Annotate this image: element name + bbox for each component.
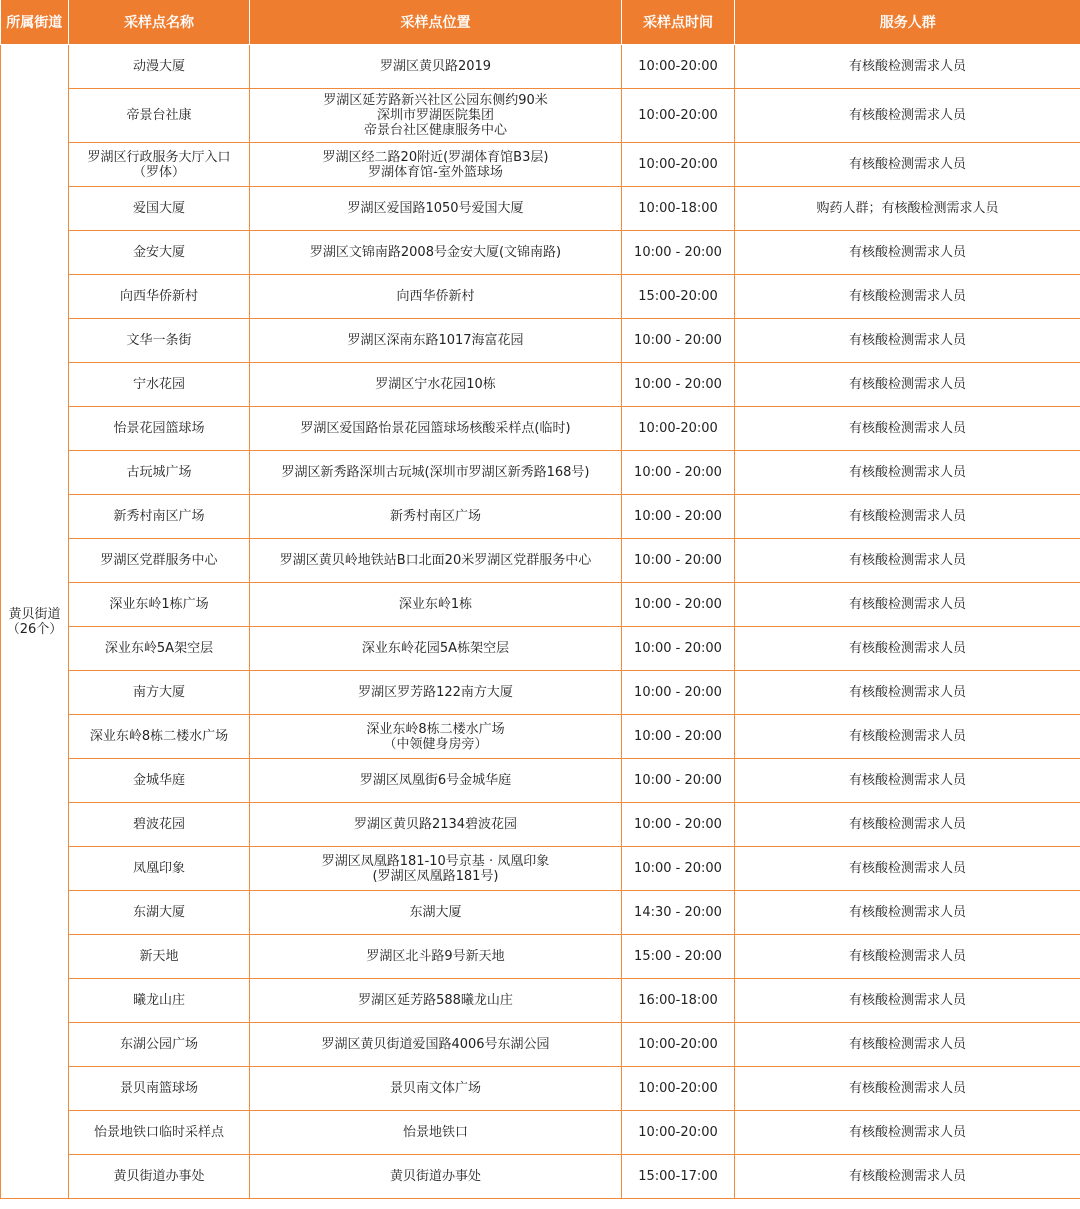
header-street: 所属街道 — [1, 0, 69, 45]
table-row — [1, 715, 1080, 759]
site-time-cell: 10:00-18:00 — [622, 187, 735, 231]
site-name-cell — [69, 803, 250, 847]
service-group-cell: 有核酸检测需求人员 — [735, 143, 1080, 187]
site-name-line: 罗湖区党群服务中心 — [100, 553, 218, 568]
site-time-cell: 16:00-18:00 — [622, 979, 735, 1023]
site-name-cell — [69, 1155, 250, 1199]
table-row — [1, 539, 1080, 583]
table-row — [1, 187, 1080, 231]
site-location-cell — [250, 715, 622, 759]
site-location-line: 罗湖体育馆-室外篮球场 — [368, 164, 503, 180]
table-row — [1, 143, 1080, 187]
service-group-cell: 有核酸检测需求人员 — [735, 891, 1080, 935]
site-location-cell — [250, 935, 622, 979]
service-group-cell: 有核酸检测需求人员 — [735, 539, 1080, 583]
site-name-line: 爱国大厦 — [132, 201, 185, 216]
site-time-cell: 15:00 - 20:00 — [622, 935, 735, 979]
site-name-cell — [69, 1111, 250, 1155]
site-name-line: 黄贝街道办事处 — [113, 1169, 205, 1184]
header-site-time: 采样点时间 — [622, 0, 735, 45]
table-row — [1, 847, 1080, 891]
header-row — [1, 0, 1080, 45]
site-location-line: 罗湖区黄贝路2134碧波花园 — [353, 817, 518, 832]
site-name-line: 东湖公园广场 — [119, 1037, 198, 1052]
site-location-cell — [250, 187, 622, 231]
service-group-cell: 有核酸检测需求人员 — [735, 979, 1080, 1023]
site-location-line: 东湖大厦 — [409, 905, 462, 920]
service-group-cell: 有核酸检测需求人员 — [735, 671, 1080, 715]
street-name: 黄贝街道 — [8, 606, 61, 622]
site-name-line: 文华一条街 — [126, 333, 192, 348]
site-location-cell — [250, 1111, 622, 1155]
site-name-cell — [69, 583, 250, 627]
header-site-location: 采样点位置 — [250, 0, 622, 45]
site-location-line: 罗湖区文锦南路2008号金安大厦(文锦南路) — [309, 245, 562, 260]
site-time-cell: 10:00-20:00 — [622, 1111, 735, 1155]
site-name-line: 深业东岭8栋二楼水广场 — [89, 729, 229, 744]
site-name-line: 金城华庭 — [132, 773, 185, 788]
table-row — [1, 979, 1080, 1023]
service-group-cell: 有核酸检测需求人员 — [735, 495, 1080, 539]
site-location-line: 新秀村南区广场 — [389, 509, 481, 524]
site-location-line: 罗湖区爱国路1050号爱国大厦 — [347, 201, 524, 216]
site-location-line: 黄贝街道办事处 — [389, 1169, 481, 1184]
table-row — [1, 275, 1080, 319]
site-location-cell — [250, 891, 622, 935]
service-group-cell: 有核酸检测需求人员 — [735, 275, 1080, 319]
site-name-line: 深业东岭1栋广场 — [109, 597, 209, 612]
site-name-cell — [69, 979, 250, 1023]
site-location-cell — [250, 407, 622, 451]
site-location-cell — [250, 539, 622, 583]
site-location-line: （中领健身房旁） — [383, 736, 488, 752]
site-location-cell — [250, 143, 622, 187]
site-location-line: 景贝南文体广场 — [389, 1081, 481, 1096]
site-location-line: 向西华侨新村 — [396, 289, 475, 304]
site-location-cell — [250, 1155, 622, 1199]
site-name-line: 景贝南篮球场 — [119, 1081, 198, 1096]
service-group-cell: 有核酸检测需求人员 — [735, 583, 1080, 627]
site-name-line: 金安大厦 — [132, 245, 185, 260]
table-row — [1, 495, 1080, 539]
site-location-line: 罗湖区深南东路1017海富花园 — [347, 333, 524, 348]
site-location-line: 罗湖区罗芳路122南方大厦 — [358, 685, 513, 700]
site-name-cell — [69, 407, 250, 451]
site-location-line: 罗湖区延芳路新兴社区公园东侧约90米 — [323, 93, 548, 108]
site-location-line: 深业东岭花园5A栋架空层 — [361, 641, 510, 656]
header-service-group: 服务人群 — [735, 0, 1080, 45]
site-location-line: 罗湖区黄贝路2019 — [379, 59, 492, 74]
site-location-cell — [250, 979, 622, 1023]
site-name-line: 古玩城广场 — [126, 465, 192, 480]
site-name-line: 南方大厦 — [132, 685, 185, 700]
table-body — [1, 45, 1080, 1199]
site-name-cell — [69, 363, 250, 407]
service-group-cell: 有核酸检测需求人员 — [735, 715, 1080, 759]
site-name-cell — [69, 891, 250, 935]
service-group-cell: 有核酸检测需求人员 — [735, 89, 1080, 143]
table-row — [1, 1111, 1080, 1155]
table-row — [1, 89, 1080, 143]
site-time-cell: 10:00-20:00 — [622, 89, 735, 143]
site-name-cell — [69, 671, 250, 715]
site-time-cell: 10:00-20:00 — [622, 45, 735, 89]
site-location-cell — [250, 759, 622, 803]
site-time-cell: 10:00 - 20:00 — [622, 847, 735, 891]
table-row — [1, 583, 1080, 627]
site-name-line: 帝景台社康 — [126, 108, 192, 123]
table-row — [1, 891, 1080, 935]
site-time-cell: 10:00 - 20:00 — [622, 671, 735, 715]
street-cell — [1, 45, 69, 1199]
site-location-line: 罗湖区黄贝街道爱国路4006号东湖公园 — [321, 1037, 550, 1052]
table-row — [1, 231, 1080, 275]
site-time-cell: 15:00-20:00 — [622, 275, 735, 319]
site-location-line: 罗湖区凤凰路181-10号京基 · 凤凰印象 — [321, 853, 550, 869]
service-group-cell: 有核酸检测需求人员 — [735, 1111, 1080, 1155]
site-location-cell — [250, 89, 622, 143]
service-group-cell: 有核酸检测需求人员 — [735, 231, 1080, 275]
site-time-cell: 10:00 - 20:00 — [622, 583, 735, 627]
service-group-cell: 有核酸检测需求人员 — [735, 45, 1080, 89]
site-time-cell: 10:00 - 20:00 — [622, 495, 735, 539]
site-name-line: 东湖大厦 — [132, 905, 185, 920]
site-time-cell: 10:00 - 20:00 — [622, 231, 735, 275]
site-location-line: 罗湖区黄贝岭地铁站B口北面20米罗湖区党群服务中心 — [279, 553, 592, 568]
site-location-line: 罗湖区北斗路9号新天地 — [366, 949, 505, 964]
table-row — [1, 671, 1080, 715]
service-group-cell: 有核酸检测需求人员 — [735, 935, 1080, 979]
site-name-line: 新秀村南区广场 — [113, 509, 205, 524]
site-name-line: 动漫大厦 — [132, 59, 185, 74]
site-location-cell — [250, 319, 622, 363]
site-name-cell — [69, 495, 250, 539]
site-location-cell — [250, 45, 622, 89]
site-name-cell — [69, 45, 250, 89]
service-group-cell: 有核酸检测需求人员 — [735, 847, 1080, 891]
site-location-line: 深业东岭1栋 — [398, 597, 473, 612]
site-location-line: 深圳市罗湖医院集团 — [376, 108, 494, 123]
table-header — [1, 0, 1080, 45]
site-location-line: 罗湖区爱国路怡景花园篮球场核酸采样点(临时) — [300, 421, 571, 436]
site-location-line: 罗湖区经二路20附近(罗湖体育馆B3层) — [322, 149, 549, 165]
table-row — [1, 363, 1080, 407]
service-group-cell: 有核酸检测需求人员 — [735, 759, 1080, 803]
site-location-cell — [250, 627, 622, 671]
site-name-cell — [69, 627, 250, 671]
site-location-line: 罗湖区新秀路深圳古玩城(深圳市罗湖区新秀路168号) — [281, 465, 590, 480]
site-location-line: 罗湖区宁水花园10栋 — [375, 377, 496, 392]
service-group-cell: 有核酸检测需求人员 — [735, 803, 1080, 847]
table-row — [1, 451, 1080, 495]
site-time-cell: 10:00 - 20:00 — [622, 451, 735, 495]
site-location-cell — [250, 495, 622, 539]
site-name-line: 碧波花园 — [132, 817, 185, 832]
service-group-cell: 有核酸检测需求人员 — [735, 1023, 1080, 1067]
table-row — [1, 319, 1080, 363]
service-group-cell: 有核酸检测需求人员 — [735, 451, 1080, 495]
service-group-cell: 有核酸检测需求人员 — [735, 319, 1080, 363]
site-name-line: （罗体） — [132, 164, 185, 180]
site-time-cell: 10:00 - 20:00 — [622, 627, 735, 671]
site-name-line: 罗湖区行政服务大厅入口 — [87, 149, 231, 165]
service-group-cell: 有核酸检测需求人员 — [735, 1155, 1080, 1199]
site-location-cell — [250, 671, 622, 715]
site-time-cell: 15:00-17:00 — [622, 1155, 735, 1199]
site-location-cell — [250, 1067, 622, 1111]
table-row — [1, 407, 1080, 451]
site-name-line: 新天地 — [139, 949, 179, 964]
service-group-cell: 购药人群；有核酸检测需求人员 — [735, 187, 1080, 231]
site-name-cell — [69, 275, 250, 319]
site-time-cell: 10:00-20:00 — [622, 1023, 735, 1067]
site-name-cell — [69, 187, 250, 231]
site-location-line: (罗湖区凤凰路181号) — [372, 868, 499, 884]
site-location-cell — [250, 275, 622, 319]
table-row — [1, 1067, 1080, 1111]
site-location-cell — [250, 231, 622, 275]
site-time-cell: 10:00 - 20:00 — [622, 319, 735, 363]
street-count: （26个） — [6, 621, 63, 637]
site-name-cell — [69, 451, 250, 495]
service-group-cell: 有核酸检测需求人员 — [735, 363, 1080, 407]
site-name-line: 向西华侨新村 — [119, 289, 198, 304]
site-name-cell — [69, 1067, 250, 1111]
service-group-cell: 有核酸检测需求人员 — [735, 627, 1080, 671]
site-name-line: 怡景花园篮球场 — [113, 421, 205, 436]
site-time-cell: 10:00-20:00 — [622, 143, 735, 187]
site-name-cell — [69, 89, 250, 143]
site-location-cell — [250, 583, 622, 627]
table-row — [1, 935, 1080, 979]
table-row — [1, 627, 1080, 671]
service-group-cell: 有核酸检测需求人员 — [735, 407, 1080, 451]
service-group-cell: 有核酸检测需求人员 — [735, 1067, 1080, 1111]
site-time-cell: 10:00 - 20:00 — [622, 803, 735, 847]
site-name-cell — [69, 539, 250, 583]
site-name-line: 怡景地铁口临时采样点 — [93, 1125, 224, 1140]
site-time-cell: 10:00-20:00 — [622, 407, 735, 451]
site-location-line: 深业东岭8栋二楼水广场 — [366, 721, 505, 737]
site-location-cell — [250, 1023, 622, 1067]
site-location-cell — [250, 451, 622, 495]
site-location-cell — [250, 847, 622, 891]
table-row — [1, 1023, 1080, 1067]
site-name-cell — [69, 935, 250, 979]
site-name-line: 宁水花园 — [132, 377, 185, 392]
site-location-line: 罗湖区延芳路588曦龙山庄 — [358, 993, 513, 1008]
site-time-cell: 10:00 - 20:00 — [622, 363, 735, 407]
site-name-line: 深业东岭5A架空层 — [104, 641, 214, 656]
site-time-cell: 10:00-20:00 — [622, 1067, 735, 1111]
table-row — [1, 45, 1080, 89]
table-row — [1, 759, 1080, 803]
table-row — [1, 803, 1080, 847]
site-name-line: 凤凰印象 — [132, 861, 185, 876]
table-row — [1, 1155, 1080, 1199]
site-location-cell — [250, 363, 622, 407]
site-time-cell: 10:00 - 20:00 — [622, 759, 735, 803]
site-name-cell — [69, 715, 250, 759]
site-location-line: 罗湖区凤凰街6号金城华庭 — [359, 773, 512, 788]
site-name-cell — [69, 231, 250, 275]
site-name-cell — [69, 1023, 250, 1067]
site-name-cell — [69, 143, 250, 187]
site-time-cell: 10:00 - 20:00 — [622, 715, 735, 759]
site-name-cell — [69, 847, 250, 891]
site-location-line: 怡景地铁口 — [402, 1125, 468, 1140]
site-location-line: 帝景台社区健康服务中心 — [363, 123, 507, 138]
site-name-line: 曦龙山庄 — [132, 993, 185, 1008]
site-time-cell: 14:30 - 20:00 — [622, 891, 735, 935]
site-location-cell — [250, 803, 622, 847]
site-name-cell — [69, 759, 250, 803]
site-time-cell: 10:00 - 20:00 — [622, 539, 735, 583]
header-site-name: 采样点名称 — [69, 0, 250, 45]
site-name-cell — [69, 319, 250, 363]
